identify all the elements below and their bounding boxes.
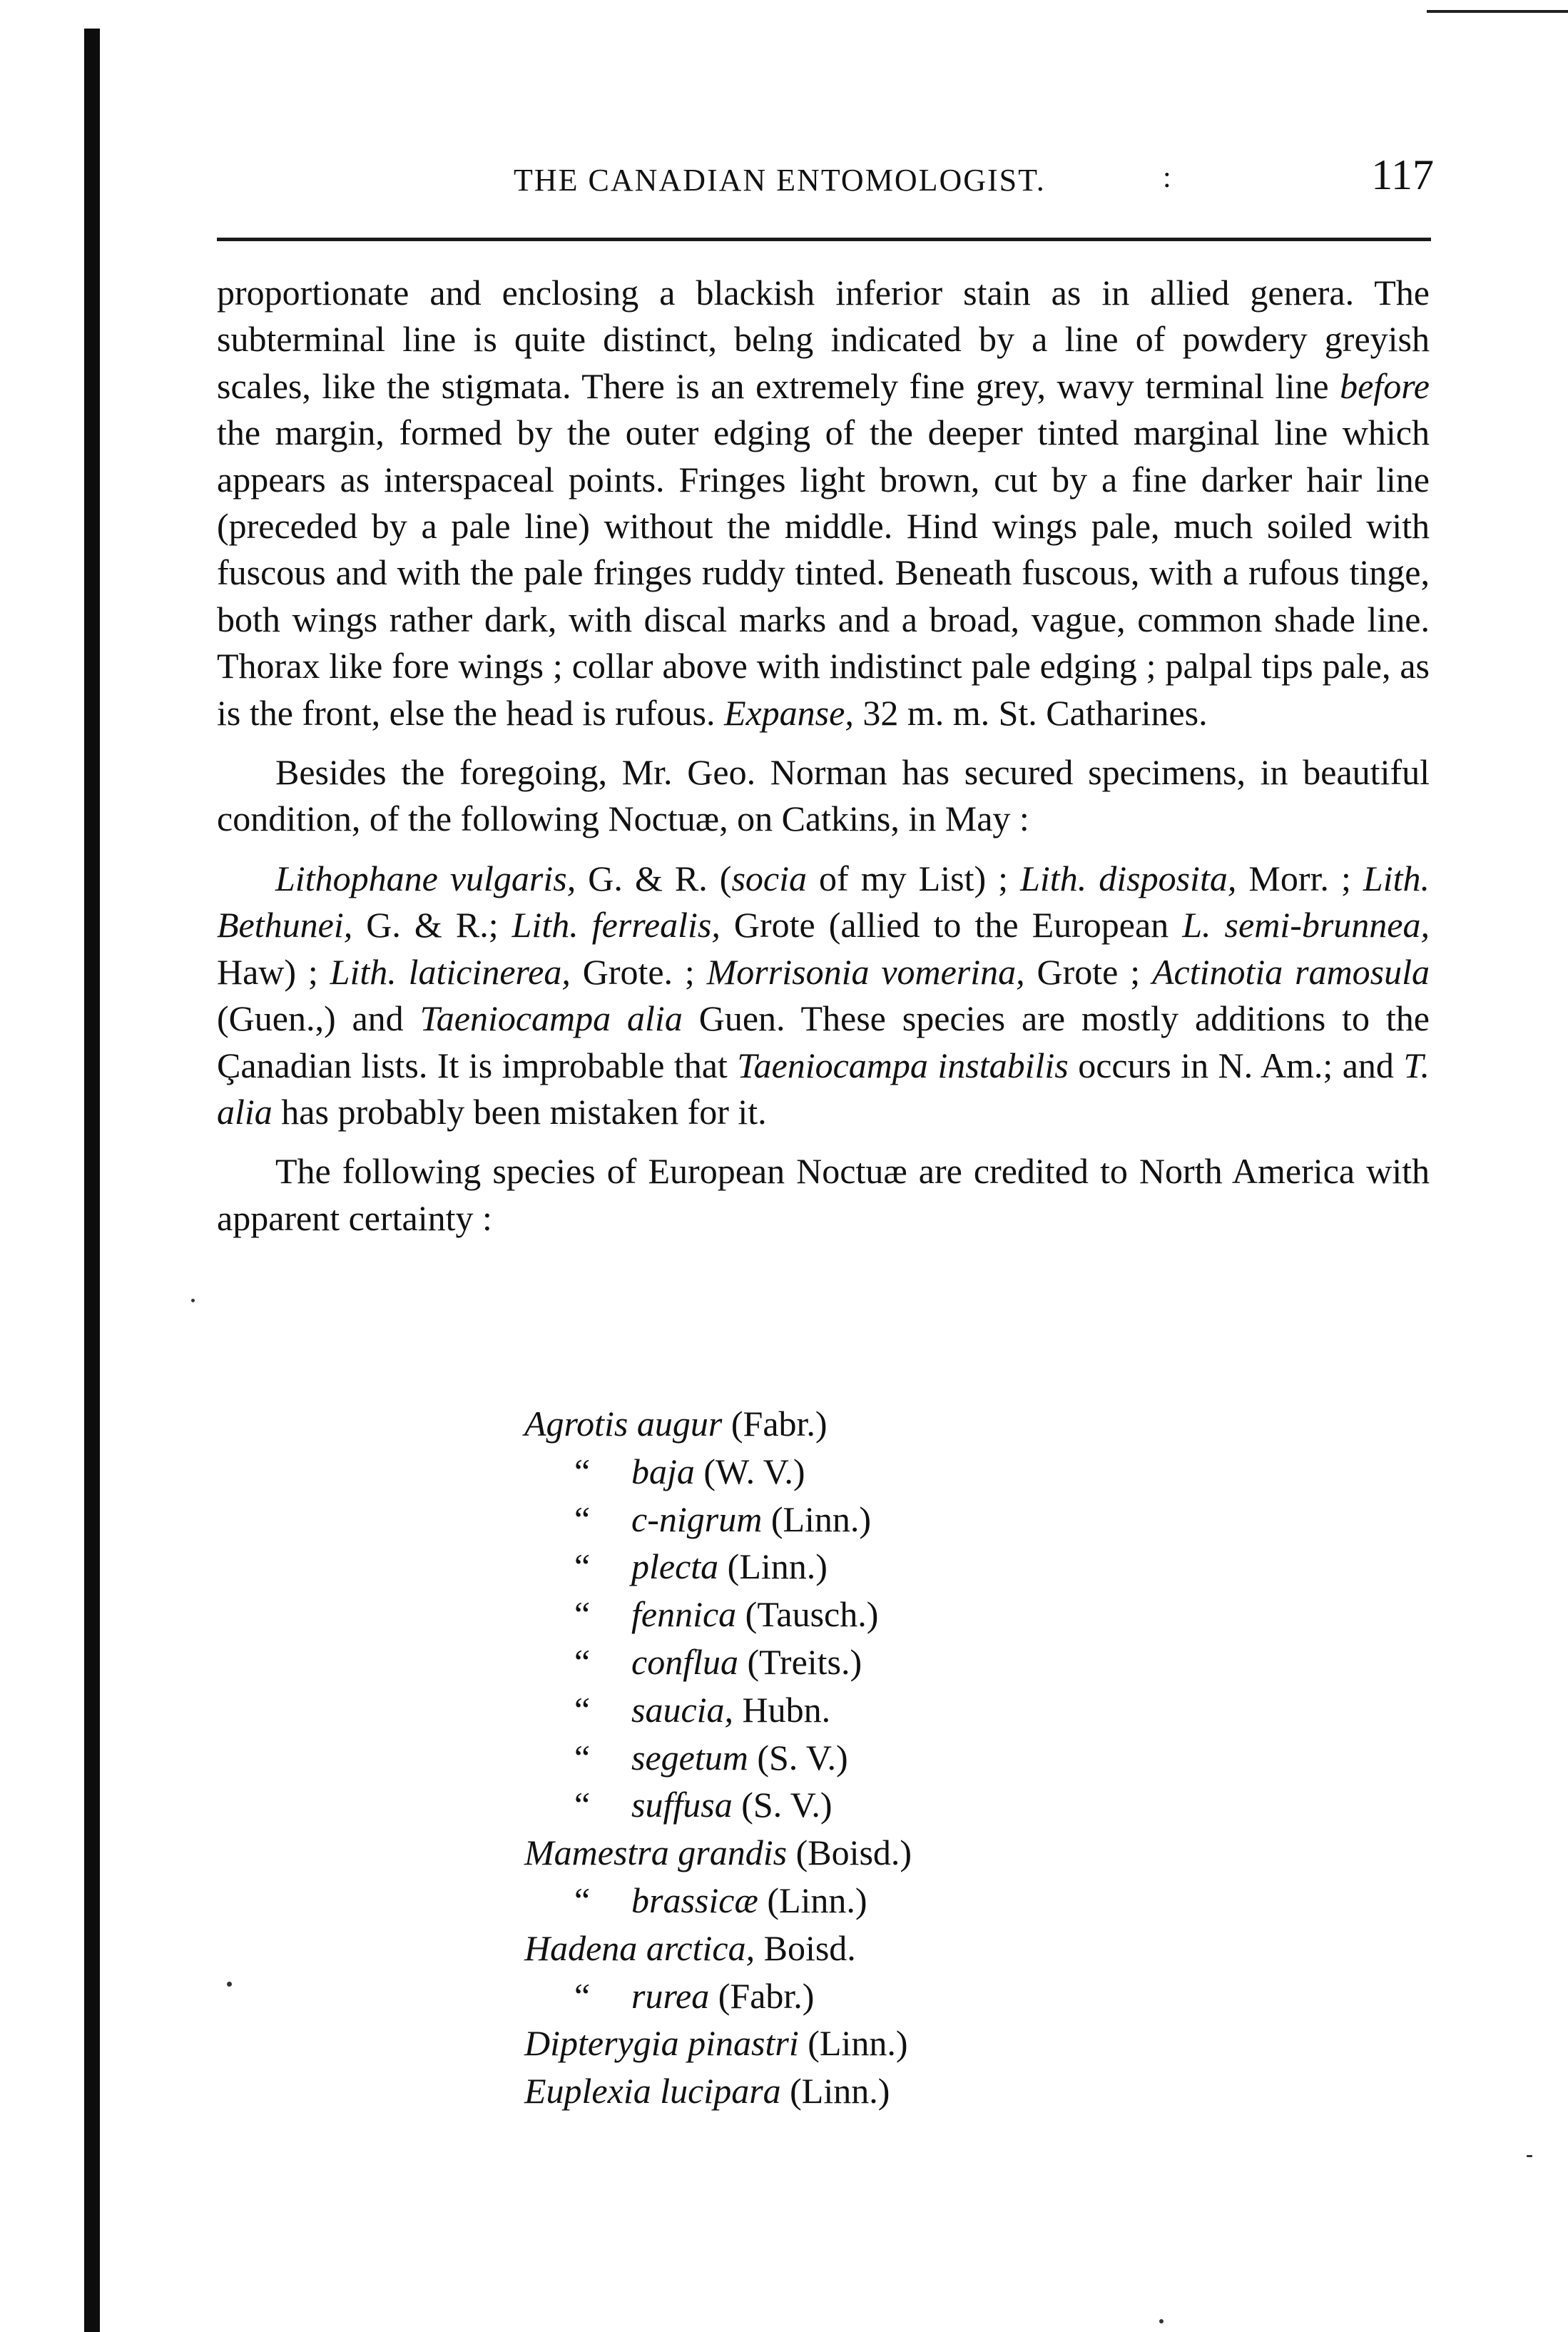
ditto-mark: “	[574, 1499, 591, 1539]
species-authority: (Fabr.)	[722, 1404, 828, 1444]
speck	[227, 1982, 232, 1987]
species-row	[524, 1686, 1166, 1734]
species-authority: (Linn.)	[762, 1499, 872, 1539]
text-run: Grote ;	[1024, 951, 1152, 992]
species-authority: (Linn.)	[758, 1880, 867, 1920]
text-run: has probably been mistaken for it.	[272, 1091, 767, 1132]
page-number: 117	[1371, 151, 1434, 198]
species-name: pinastri	[688, 2023, 799, 2064]
species-row	[524, 1496, 1166, 1543]
ditto-mark: “	[574, 1737, 591, 1778]
header-mark: :	[1163, 161, 1171, 194]
species-name: grandis	[678, 1832, 788, 1873]
italic-run: Taeniocampa alia	[419, 998, 683, 1039]
ditto-mark: “	[574, 1785, 591, 1825]
species-genus: Mamestra	[524, 1832, 669, 1873]
italic-run: Expanse,	[723, 692, 854, 733]
species-row	[524, 2067, 1166, 2115]
species-name: suffusa	[631, 1785, 733, 1825]
species-name: conflua	[631, 1641, 738, 1682]
species-genus: Euplexia	[524, 2071, 651, 2112]
paragraph	[217, 856, 1430, 1135]
species-name: rurea	[631, 1975, 710, 2016]
ditto-mark: “	[574, 1641, 591, 1682]
species-genus: Hadena	[524, 1927, 638, 1968]
text-run: G. & R. (	[576, 858, 732, 898]
header-rule	[217, 238, 1431, 241]
italic-run: socia	[731, 858, 807, 898]
species-row	[524, 1638, 1166, 1686]
species-row	[524, 1972, 1166, 2020]
body-text	[217, 270, 1430, 1242]
italic-run: Lith. ferrealis,	[511, 905, 721, 946]
species-name: arctica,	[646, 1927, 755, 1968]
species-authority: (S. V.)	[748, 1737, 848, 1778]
running-header	[214, 146, 1434, 218]
text-run: Grote. ;	[570, 951, 707, 992]
species-authority: (S. V.)	[732, 1785, 833, 1825]
text-run: Guen. These species are mostly additions to the Çanadian lists. It is improbable that	[217, 998, 1430, 1085]
paragraph	[217, 1148, 1430, 1242]
species-authority: Hubn.	[733, 1689, 831, 1730]
species-authority: (W. V.)	[694, 1451, 805, 1491]
species-row	[524, 2019, 1166, 2067]
speck	[1159, 2319, 1164, 2323]
italic-run: before	[1340, 365, 1430, 406]
species-name: baja	[631, 1451, 695, 1491]
binding-edge	[84, 29, 100, 2332]
species-name: augur	[636, 1404, 723, 1444]
ditto-mark: “	[574, 1975, 591, 2016]
italic-run: T. alia	[217, 1045, 1430, 1132]
italic-run: Taeniocampa instabilis	[737, 1045, 1069, 1085]
speck	[191, 1299, 195, 1302]
speck	[1527, 2155, 1532, 2157]
paragraph	[217, 270, 1430, 736]
species-genus: Agrotis	[524, 1404, 628, 1444]
italic-run: L. semi-brunnea,	[1182, 905, 1430, 946]
species-row	[524, 1925, 1166, 1972]
text-run: occurs in N. Am.; and	[1068, 1045, 1404, 1085]
species-genus: Dipterygia	[524, 2023, 679, 2064]
species-name: fennica	[631, 1594, 737, 1635]
species-row	[524, 1877, 1166, 1925]
species-row	[524, 1400, 1166, 1448]
ditto-mark: “	[574, 1451, 591, 1491]
species-authority: (Fabr.)	[709, 1975, 815, 2016]
italic-run: Lithophane vulgaris,	[275, 858, 576, 898]
species-authority: (Linn.)	[780, 2071, 890, 2112]
text-run: proportionate and enclosing a blackish inferior stain as in allied genera. The subterminal line is quite distinct, belng indicated by a line of powdery greyish scales, like the stigmata. There is an extremely fine grey, wavy terminal line	[217, 273, 1430, 406]
text-run: (Guen.,) and	[217, 998, 420, 1039]
species-name: c-nigrum	[631, 1499, 763, 1539]
text-run: Haw) ;	[217, 951, 330, 992]
italic-run: Morrisonia vomerina,	[706, 951, 1025, 992]
italic-run: Actinotia ramosula	[1151, 951, 1430, 992]
italic-run: Lith. laticinerea,	[330, 951, 571, 992]
running-title: THE CANADIAN ENTOMOLOGIST.	[514, 163, 1046, 198]
species-authority: (Linn.)	[798, 2023, 908, 2064]
species-row	[524, 1829, 1166, 1877]
text-run: G. & R.;	[352, 905, 512, 946]
species-authority: (Boisd.)	[787, 1832, 912, 1873]
species-name: plecta	[631, 1546, 719, 1587]
text-run: of my List) ;	[806, 858, 1021, 898]
species-name: segetum	[631, 1737, 748, 1778]
ditto-mark: “	[574, 1880, 591, 1920]
italic-run: Lith. disposita,	[1020, 858, 1237, 898]
species-row	[524, 1543, 1166, 1591]
page-edge-rule	[1427, 10, 1568, 13]
species-authority: Boisd.	[755, 1927, 856, 1968]
species-list	[524, 1400, 1166, 2115]
species-row	[524, 1734, 1166, 1782]
species-name: lucipara	[660, 2071, 781, 2112]
species-authority: (Treits.)	[738, 1641, 862, 1682]
text-run: Besides the foregoing, Mr. Geo. Norman has secured specimens, in beautiful condition, of the following Noctuæ, on Catkins, in May :	[217, 752, 1430, 839]
species-row	[524, 1591, 1166, 1638]
text-run: 32 m. m. St. Catharines.	[853, 692, 1208, 733]
species-name: brassicæ	[631, 1880, 758, 1920]
species-name: saucia,	[631, 1689, 734, 1730]
text-run: the margin, formed by the outer edging of the deeper tinted marginal line which appears as interspaceal points. Fringes light brown, cut by a fine darker hair line (preceded by a pale line) without the middle. Hind wings pale, much soiled with fuscous and with the pale fringes ruddy tinted. Beneath fuscous, with a rufous tinge, both wings rather dark, with discal marks and a broad, vague, common shade line. Thorax like fore wings ; collar above with indistinct pale edging ; palpal tips pale, as is the front, else the head is rufous.	[217, 412, 1430, 733]
species-row	[524, 1781, 1166, 1829]
paragraph	[217, 749, 1430, 843]
text-run: The following species of European Noctuæ are credited to North America with apparent certainty :	[217, 1151, 1430, 1238]
species-row	[524, 1448, 1166, 1496]
text-run: Morr. ;	[1236, 858, 1363, 898]
ditto-mark: “	[574, 1594, 591, 1635]
italic-run: Lith. Bethunei,	[217, 858, 1430, 946]
species-authority: (Tausch.)	[736, 1594, 879, 1635]
ditto-mark: “	[574, 1689, 591, 1730]
ditto-mark: “	[574, 1546, 591, 1587]
species-authority: (Linn.)	[718, 1546, 828, 1587]
text-run: Grote (allied to the European	[720, 905, 1183, 946]
